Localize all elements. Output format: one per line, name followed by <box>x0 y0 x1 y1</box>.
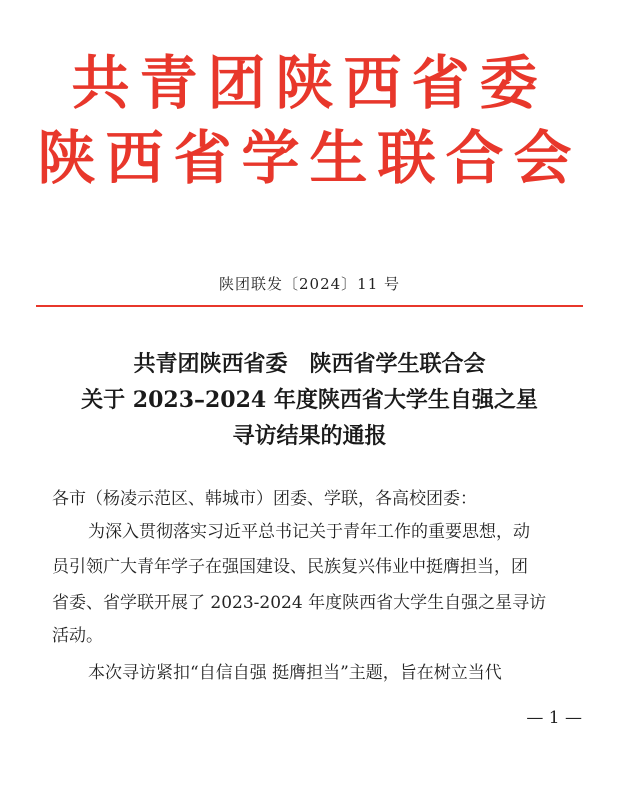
body-paragraph-line: 活动。 <box>52 626 103 646</box>
body-paragraph-line: 为深入贯彻落实习近平总书记关于青年工作的重要思想，动 <box>88 522 530 542</box>
document-title-line-3: 寻访结果的通报 <box>232 423 387 449</box>
body-paragraph-line: 员引领广大青年学子在强国建设、民族复兴伟业中挺膺担当，团 <box>52 557 528 577</box>
document-number: 陕团联发〔2024〕11 号 <box>218 275 401 293</box>
salutation: 各市（杨凌示范区、韩城市）团委、学联，各高校团委： <box>52 489 477 509</box>
issuing-org-header-line-1: 共青团陕西省委 <box>71 49 548 117</box>
body-paragraph-line: 省委、省学联开展了 2023-2024 年度陕西省大学生自强之星寻访 <box>52 593 547 613</box>
red-separator-line <box>36 305 583 307</box>
issuing-org-header-line-2: 陕西省学生联合会 <box>37 124 582 192</box>
document-title-line-2: 关于 2023–2024 年度陕西省大学生自强之星 <box>81 387 538 413</box>
body-paragraph-line: 本次寻访紧扣“自信自强 挺膺担当”主题，旨在树立当代 <box>88 663 502 683</box>
page-number: — 1 — <box>526 708 582 728</box>
document-title-line-1: 共青团陕西省委 陕西省学生联合会 <box>133 351 486 377</box>
